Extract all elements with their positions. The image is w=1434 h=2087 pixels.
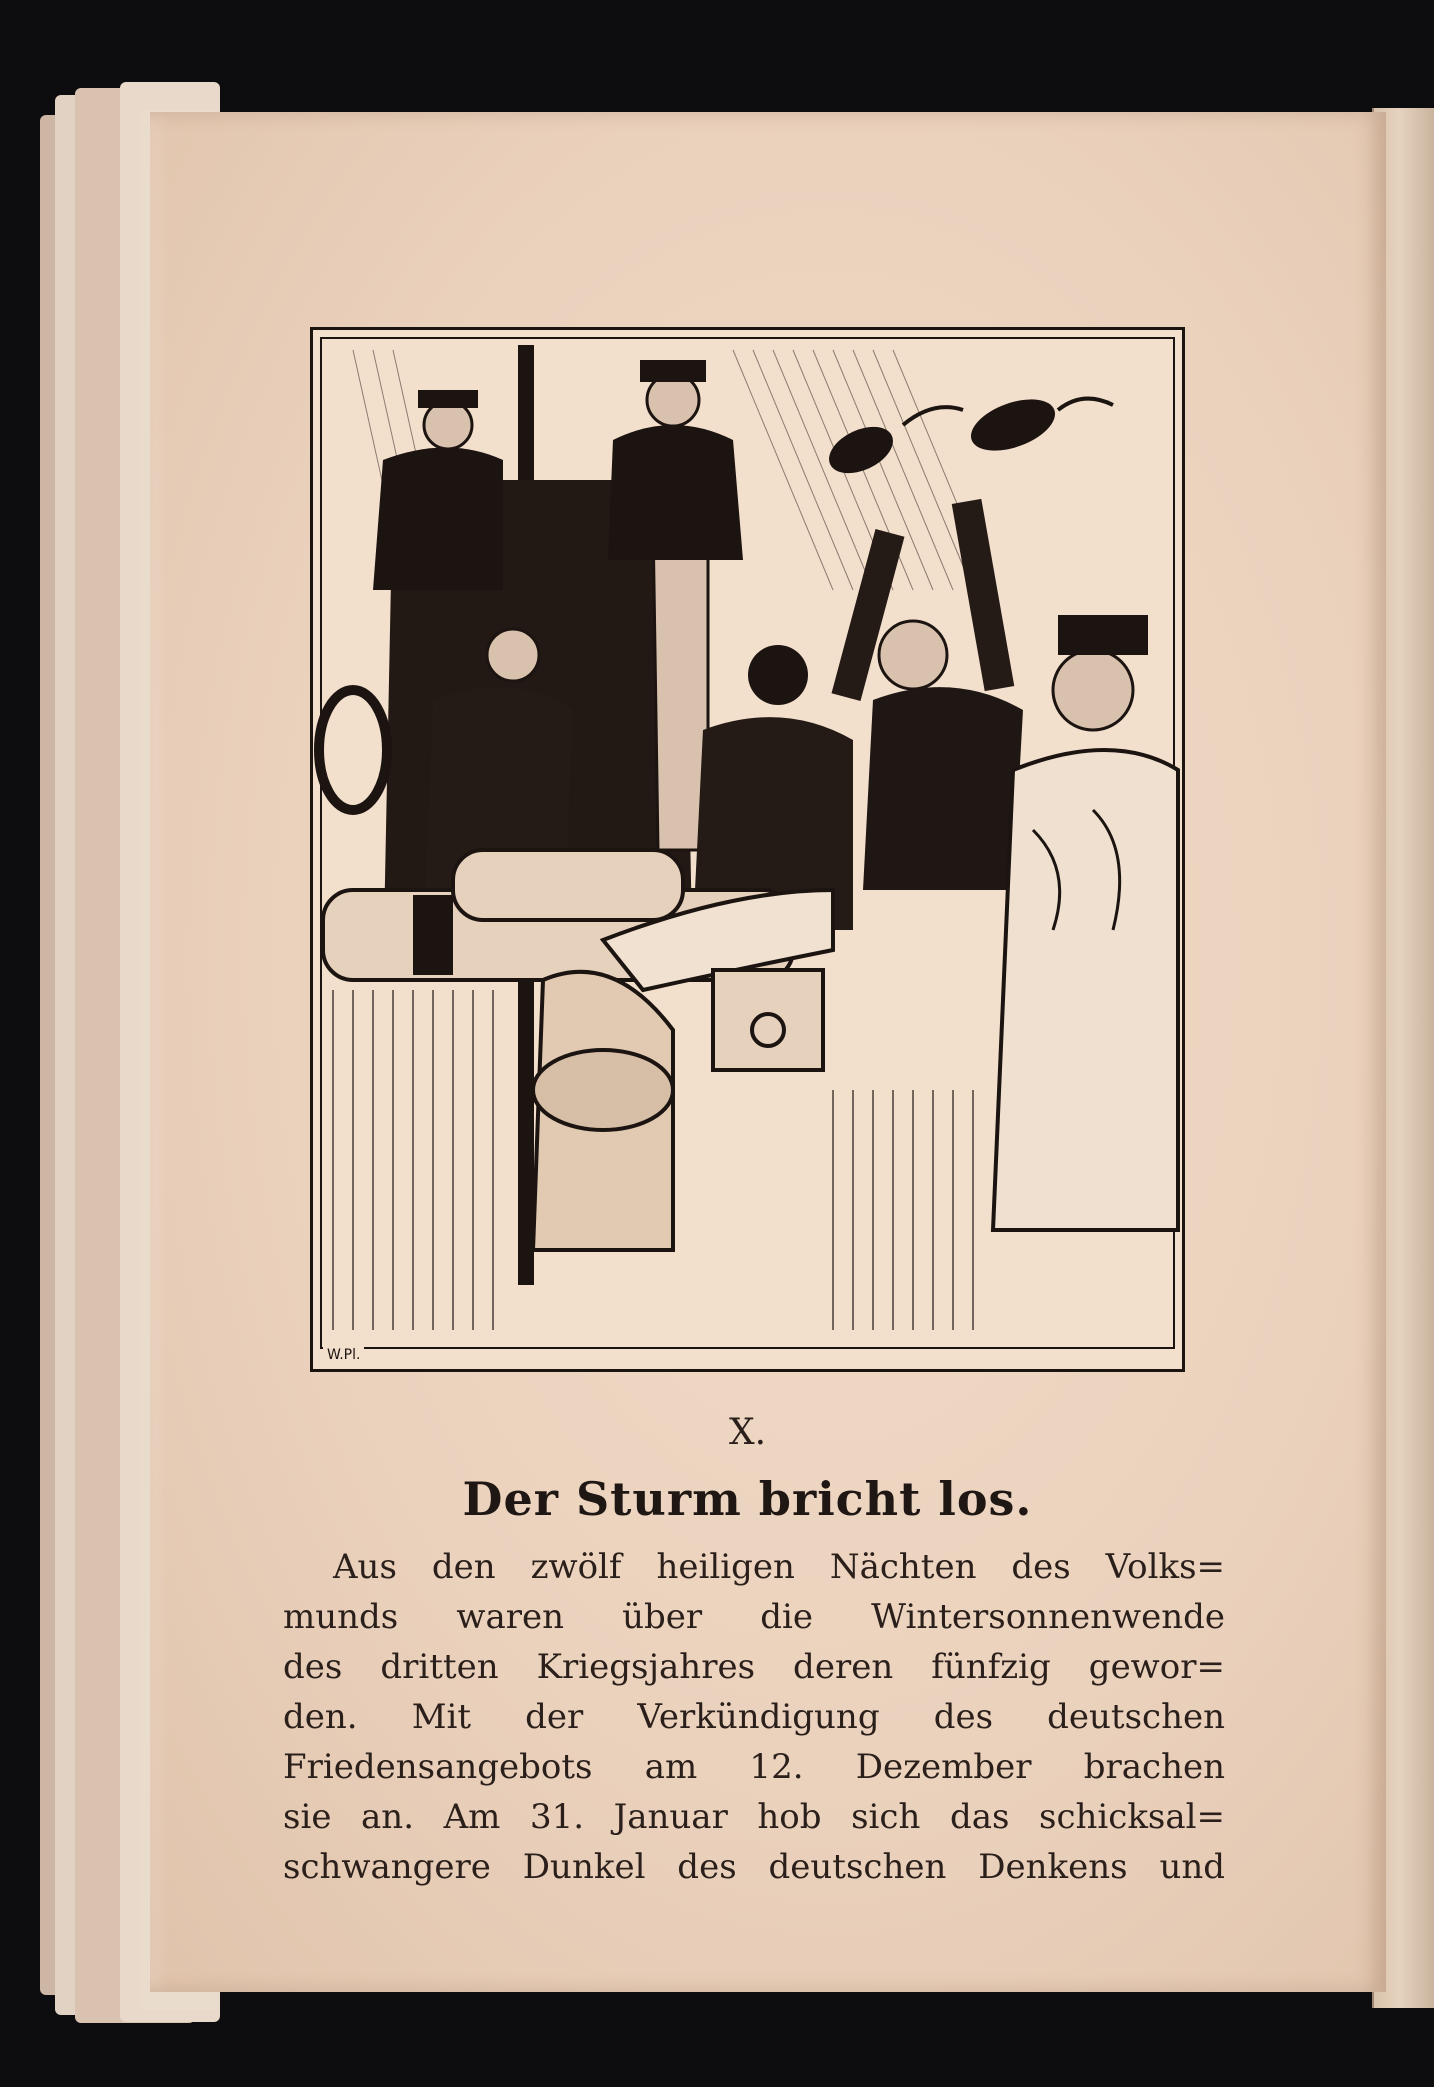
chapter-number: X.: [728, 1412, 767, 1453]
text-line: Friedensangebots am 12. Dezember brachen: [283, 1747, 1225, 1787]
text-line: den. Mit der Verkündigung des deutschen: [283, 1697, 1225, 1737]
text-line: des dritten Kriegsjahres deren fünfzig gewor=: [283, 1647, 1225, 1687]
body-text: [283, 1542, 1225, 1892]
book-page: [150, 112, 1386, 1992]
chapter-title: Der Sturm bricht los.: [462, 1472, 1033, 1526]
text-line: munds waren über die Wintersonnenwende: [283, 1597, 1225, 1637]
text-line: Aus den zwölf heiligen Nächten des Volks=: [333, 1547, 1225, 1587]
illustrator-signature: W.Pl.: [323, 1347, 364, 1363]
chapter-illustration: [310, 327, 1185, 1372]
text-line: sie an. Am 31. Januar hob sich das schicksal=: [283, 1797, 1225, 1837]
text-line: schwangere Dunkel des deutschen Denkens und: [283, 1847, 1225, 1887]
engraving-drawing: [313, 330, 1182, 1369]
